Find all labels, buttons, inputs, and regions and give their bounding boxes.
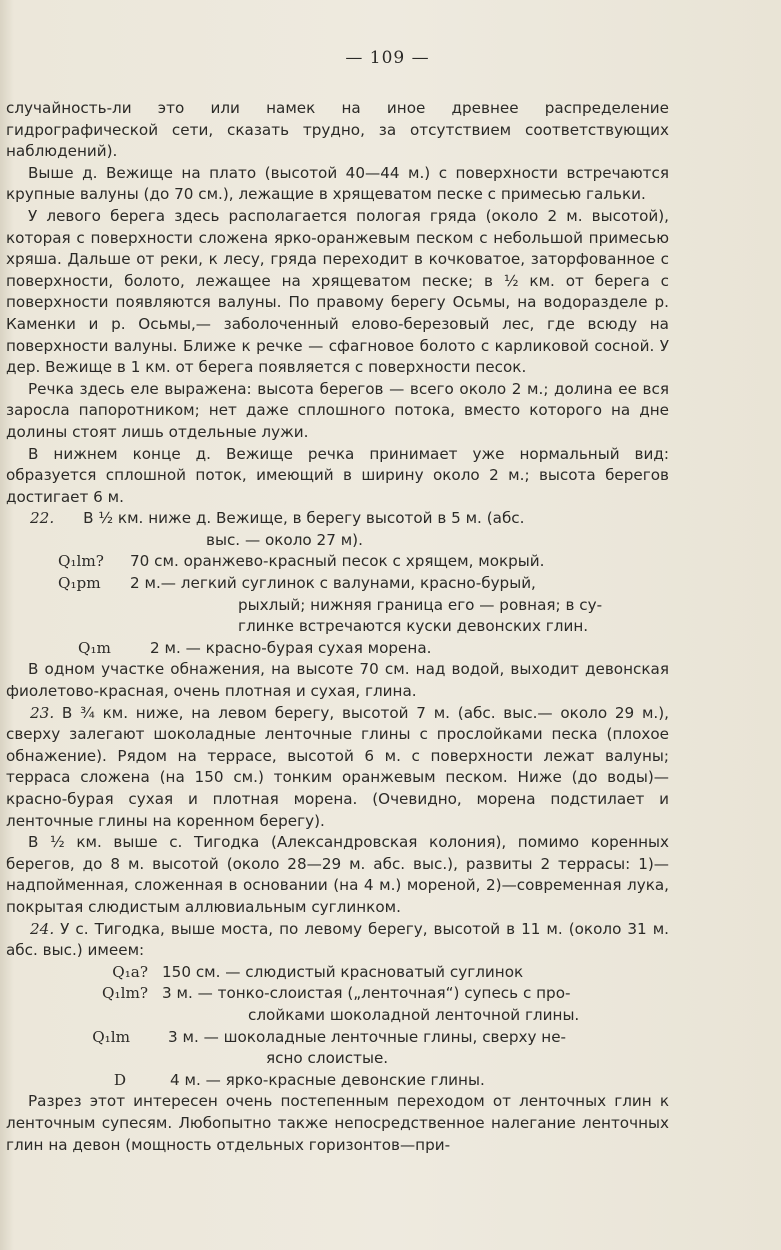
layer-continuation: глинке встречаются куски девонских глин. [238, 617, 589, 636]
paragraph-2: Выше д. Вежище на плато (высотой 40—44 м.) с поверхности встречаются крупные валуны (до 70 см.), лежащие в хрящеватом песке с примесью гальки. [6, 163, 669, 204]
section-number: 22. [30, 509, 55, 528]
section-24 [6, 919, 669, 962]
layer-index: Q₁lm? [102, 984, 148, 1003]
paragraph-1: случайность-ли это или намек на иное древнее распределение гидрографической сети, сказать трудно, за отсутствием соответствующих наблюдений). [6, 99, 669, 161]
layer-description: 3 м. — шоколадные ленточные глины, сверху не- [168, 1027, 567, 1046]
section-text: В ¾ км. ниже, на левом берегу, высотой 7 м. (абс. выс.— около 29 м.), сверху залегают шоколадные ленточные глины с прослойками песка (плохое обнажение). Рядом на террасе, высотой 6 м. с поверхности лежат валуны; терраса сложена (на 150 см.) тонким оранжевым песком. Ниже (до воды)—красно-бурая сухая и плотная морена. (Очевидно, морена подстилает и ленточные глины на коренном берегу). [6, 703, 670, 830]
layer-row [6, 638, 669, 660]
layer-description: 2 м. — красно-бурая сухая морена. [150, 638, 432, 657]
page-number: — 109 — [345, 48, 430, 68]
layer-description: 4 м. — ярко-красные девонские глины. [170, 1070, 485, 1089]
layer-row [6, 551, 669, 573]
layer-index: D [113, 1070, 126, 1089]
paragraph-4: Речка здесь еле выражена: высота берегов — всего около 2 м.; долина ее вся заросла папоротником; нет даже сплошного потока, вместо которого на дне долины стоят лишь отдельные лужи. [6, 379, 669, 441]
layer-index: Q₁m [78, 638, 111, 657]
paragraph-9: В ½ км. выше с. Тигодка (Александровская колония), помимо коренных берегов, до 8 м. высотой (около 28—29 м. абс. выс.), развиты 2 террасы: 1)—надпойменная, сложенная в основании (на 4 м.) мореной, 2)—современная лука, покрытая слюдистым аллювиальным суглинком. [6, 833, 669, 916]
layer-row [6, 983, 669, 1005]
section-22 [6, 508, 669, 530]
section-text: У с. Тигодка, выше моста, по левому берегу, высотой в 11 м. (около 31 м. абс. выс.) имеем: [6, 919, 670, 960]
paragraph-3: У левого берега здесь располагается пологая гряда (около 2 м. высотой), которая с поверхности сложена ярко-оранжевым песком с небольшой примесью хряша. Дальше от реки, к лесу, гряда переходит в кочковатое, заторфованное с поверхности, болото, лежащее на хрящеватом песке; в ½ км. от берега с поверхности появляются валуны. По правому берегу Осьмы, на водоразделе р. Каменки и р. Осьмы,— заболоченный елово-березовый лес, где всюду на поверхности валуны. Ближе к речке — сфагновое болото с карликовой сосной. У дер. Вежище в 1 км. от берега появляется с поверхности песок. [6, 206, 669, 377]
layer-description: 2 м.— легкий суглинок с валунами, красно-бурый, [130, 574, 536, 593]
paragraph-11: Разрез этот интересен очень постепенным переходом от ленточных глин к ленточным супесям. Любопытно также непосредственное налегание ленточных глин на девон (мощность отдельных горизонтов—при- [6, 1092, 669, 1154]
section-number: 23. [30, 703, 55, 722]
layer-index: Q₁pm [58, 574, 101, 593]
layer-row [6, 1070, 669, 1092]
layer-row [6, 573, 669, 595]
paragraph-5: В нижнем конце д. Вежище речка принимает уже нормальный вид: образуется сплошной поток, имеющий в ширину около 2 м.; высота берегов достигает 6 м. [6, 444, 669, 506]
layer-index: Q₁lm? [58, 552, 104, 571]
layer-row [6, 1027, 669, 1049]
layer-index: Q₁a? [112, 962, 148, 981]
layer-description: 150 см. — слюдистый красноватый суглинок [162, 962, 524, 981]
layer-description: 70 см. оранжево-красный песок с хрящем, мокрый. [130, 552, 545, 571]
body-text [6, 98, 669, 1156]
layer-row [6, 962, 669, 984]
layer-continuation: ясно слоистые. [266, 1049, 389, 1068]
section-number: 24. [30, 919, 55, 938]
paragraph-7: В одном участке обнажения, на высоте 70 см. над водой, выходит девонская фиолетово-красная, очень плотная и сухая, глина. [6, 660, 669, 701]
layer-continuation: рыхлый; нижняя граница его — ровная; в су- [238, 595, 603, 614]
layer-description: 3 м. — тонко-слоистая („ленточная“) супесь с про- [162, 984, 571, 1003]
section-22-continuation: выс. — около 27 м). [206, 530, 363, 549]
layer-continuation: слойками шоколадной ленточной глины. [248, 1005, 580, 1024]
section-text: В ½ км. ниже д. Вежище, в берегу высотой в 5 м. (абс. [83, 509, 525, 528]
layer-index: Q₁lm [92, 1027, 130, 1046]
section-23 [6, 703, 669, 833]
